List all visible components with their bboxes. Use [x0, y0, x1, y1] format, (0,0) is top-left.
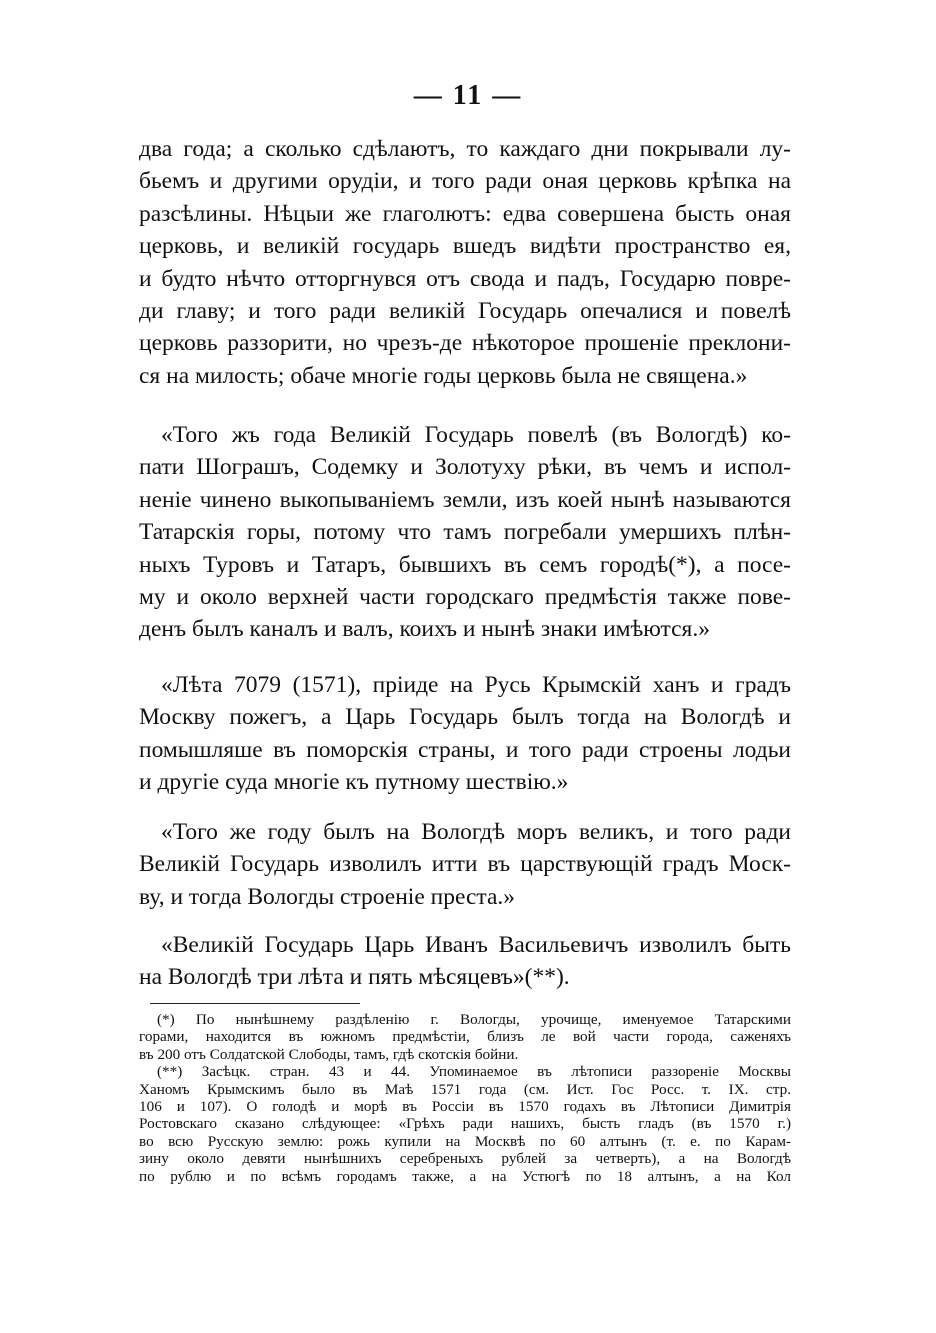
footnote-line: зину около девяти нынѣшнихъ серебреныхъ рублей за четверть), а на Вологдѣ — [139, 1150, 791, 1168]
footnote-line: въ 200 отъ Солдатской Слободы, тамъ, гдѣ скотскія бойни. — [139, 1045, 519, 1063]
footnote-line: (*) По нынѣшнему раздѣленію г. Вологды, урочище, именуемое Татарскими — [157, 1011, 791, 1028]
text-line: на Вологдѣ три лѣта и пять мѣсяцевъ»(**). — [139, 964, 570, 991]
page-number: — 11 — — [413, 80, 523, 111]
paragraph-2 — [139, 419, 791, 646]
footnote-line: горами, находится въ южномъ предмѣстіи, близъ ле вой части города, саженяхъ — [139, 1028, 791, 1046]
text-line: Великій Государь изволилъ итти въ царствующій градъ Моск- — [139, 851, 791, 878]
paragraph-5 — [139, 929, 791, 994]
text-line: ву, и тогда Вологды строеніе преста.» — [139, 883, 516, 910]
text-line: Москву пожегъ, а Царь Государь былъ тогда на Вологдѣ и — [139, 704, 791, 731]
text-line: му и около верхней части городскаго предмѣстія также пове- — [139, 584, 791, 611]
text-line: Татарскія горы, потому что тамъ погребали умершихъ плѣн- — [139, 519, 791, 546]
text-line: ныхъ Туровъ и Татаръ, бывшихъ въ семъ городѣ(*), а посе- — [139, 551, 791, 578]
text-line: «Того жъ года Великій Государь повелѣ (въ Вологдѣ) ко- — [161, 422, 791, 448]
text-line: неніе чинено выкопываніемъ земли, изъ коей нынѣ называются — [139, 486, 791, 513]
footnote-line: Ростовскаго сказано слѣдующее: «Грѣхъ ради нашихъ, бысть гладъ (въ 1570 г.) — [139, 1115, 791, 1133]
text-line: «Лѣта 7079 (1571), пріиде на Русь Крымскій ханъ и градъ — [161, 672, 791, 698]
text-line: два года; а сколько сдѣлаютъ, то каждаго дни покрывали лу- — [139, 136, 791, 162]
text-line: ся на милость; обаче многіе годы церковь была не священа.» — [139, 362, 748, 389]
text-line: церковь раззорити, но чрезъ-де нѣкоторое прошеніе преклони- — [139, 330, 791, 357]
footnote-line: во всю Русскую землю: рожь купили на Москвѣ по 60 алтынъ (т. е. по Карам- — [139, 1132, 791, 1150]
footnote-line: по рублю и по всѣмъ городамъ также, а на Устюгѣ по 18 алтынъ, а на Кол — [139, 1167, 791, 1185]
text-line: разсѣлины. Нѣцыи же глаголютъ: едва совершена бысть оная — [139, 200, 791, 227]
text-line: церковь, и великій государь вшедъ видѣти пространство ея, — [139, 233, 791, 260]
paragraph-3 — [139, 669, 791, 799]
text-line: бьемъ и другими орудіи, и того ради оная церковь крѣпка на — [139, 168, 791, 195]
text-line: помышляше въ поморскія страны, и того ради строены лодьи — [139, 736, 791, 763]
text-line: «Того же году былъ на Вологдѣ моръ великъ, и того ради — [161, 819, 791, 845]
footnote-line: Ханомъ Крымскимъ было въ Маѣ 1571 года (см. Ист. Гос Росс. т. IX. стр. — [139, 1080, 791, 1098]
text-line: ди главу; и того ради великій Государь опечалися и повелѣ — [139, 298, 791, 325]
text-line: «Великій Государь Царь Иванъ Васильевичъ изволилъ быть — [161, 932, 791, 958]
text-line: пати Шограшъ, Содемку и Золотуху рѣки, въ чемъ и испол- — [139, 454, 791, 481]
footnotes — [139, 1011, 791, 1185]
footnote-rule — [150, 1003, 360, 1004]
text-line: и будто нѣчто отторгнувся отъ свода и падъ, Государю повре- — [139, 265, 791, 292]
footnote-line: 106 и 107). О голодѣ и морѣ въ Россіи въ 1570 годахъ въ Лѣтописи Димитрія — [139, 1098, 791, 1116]
paragraph-4 — [139, 816, 791, 913]
footnote-line: (**) Засѣцк. стран. 43 и 44. Упоминаемое въ лѣтописи раззореніе Москвы — [157, 1063, 791, 1081]
text-line: и другіе суда многіе къ путному шествію.» — [139, 769, 569, 796]
paragraph-1 — [139, 133, 791, 392]
text-line: денъ былъ каналъ и валъ, коихъ и нынѣ знаки имѣются.» — [139, 616, 710, 643]
